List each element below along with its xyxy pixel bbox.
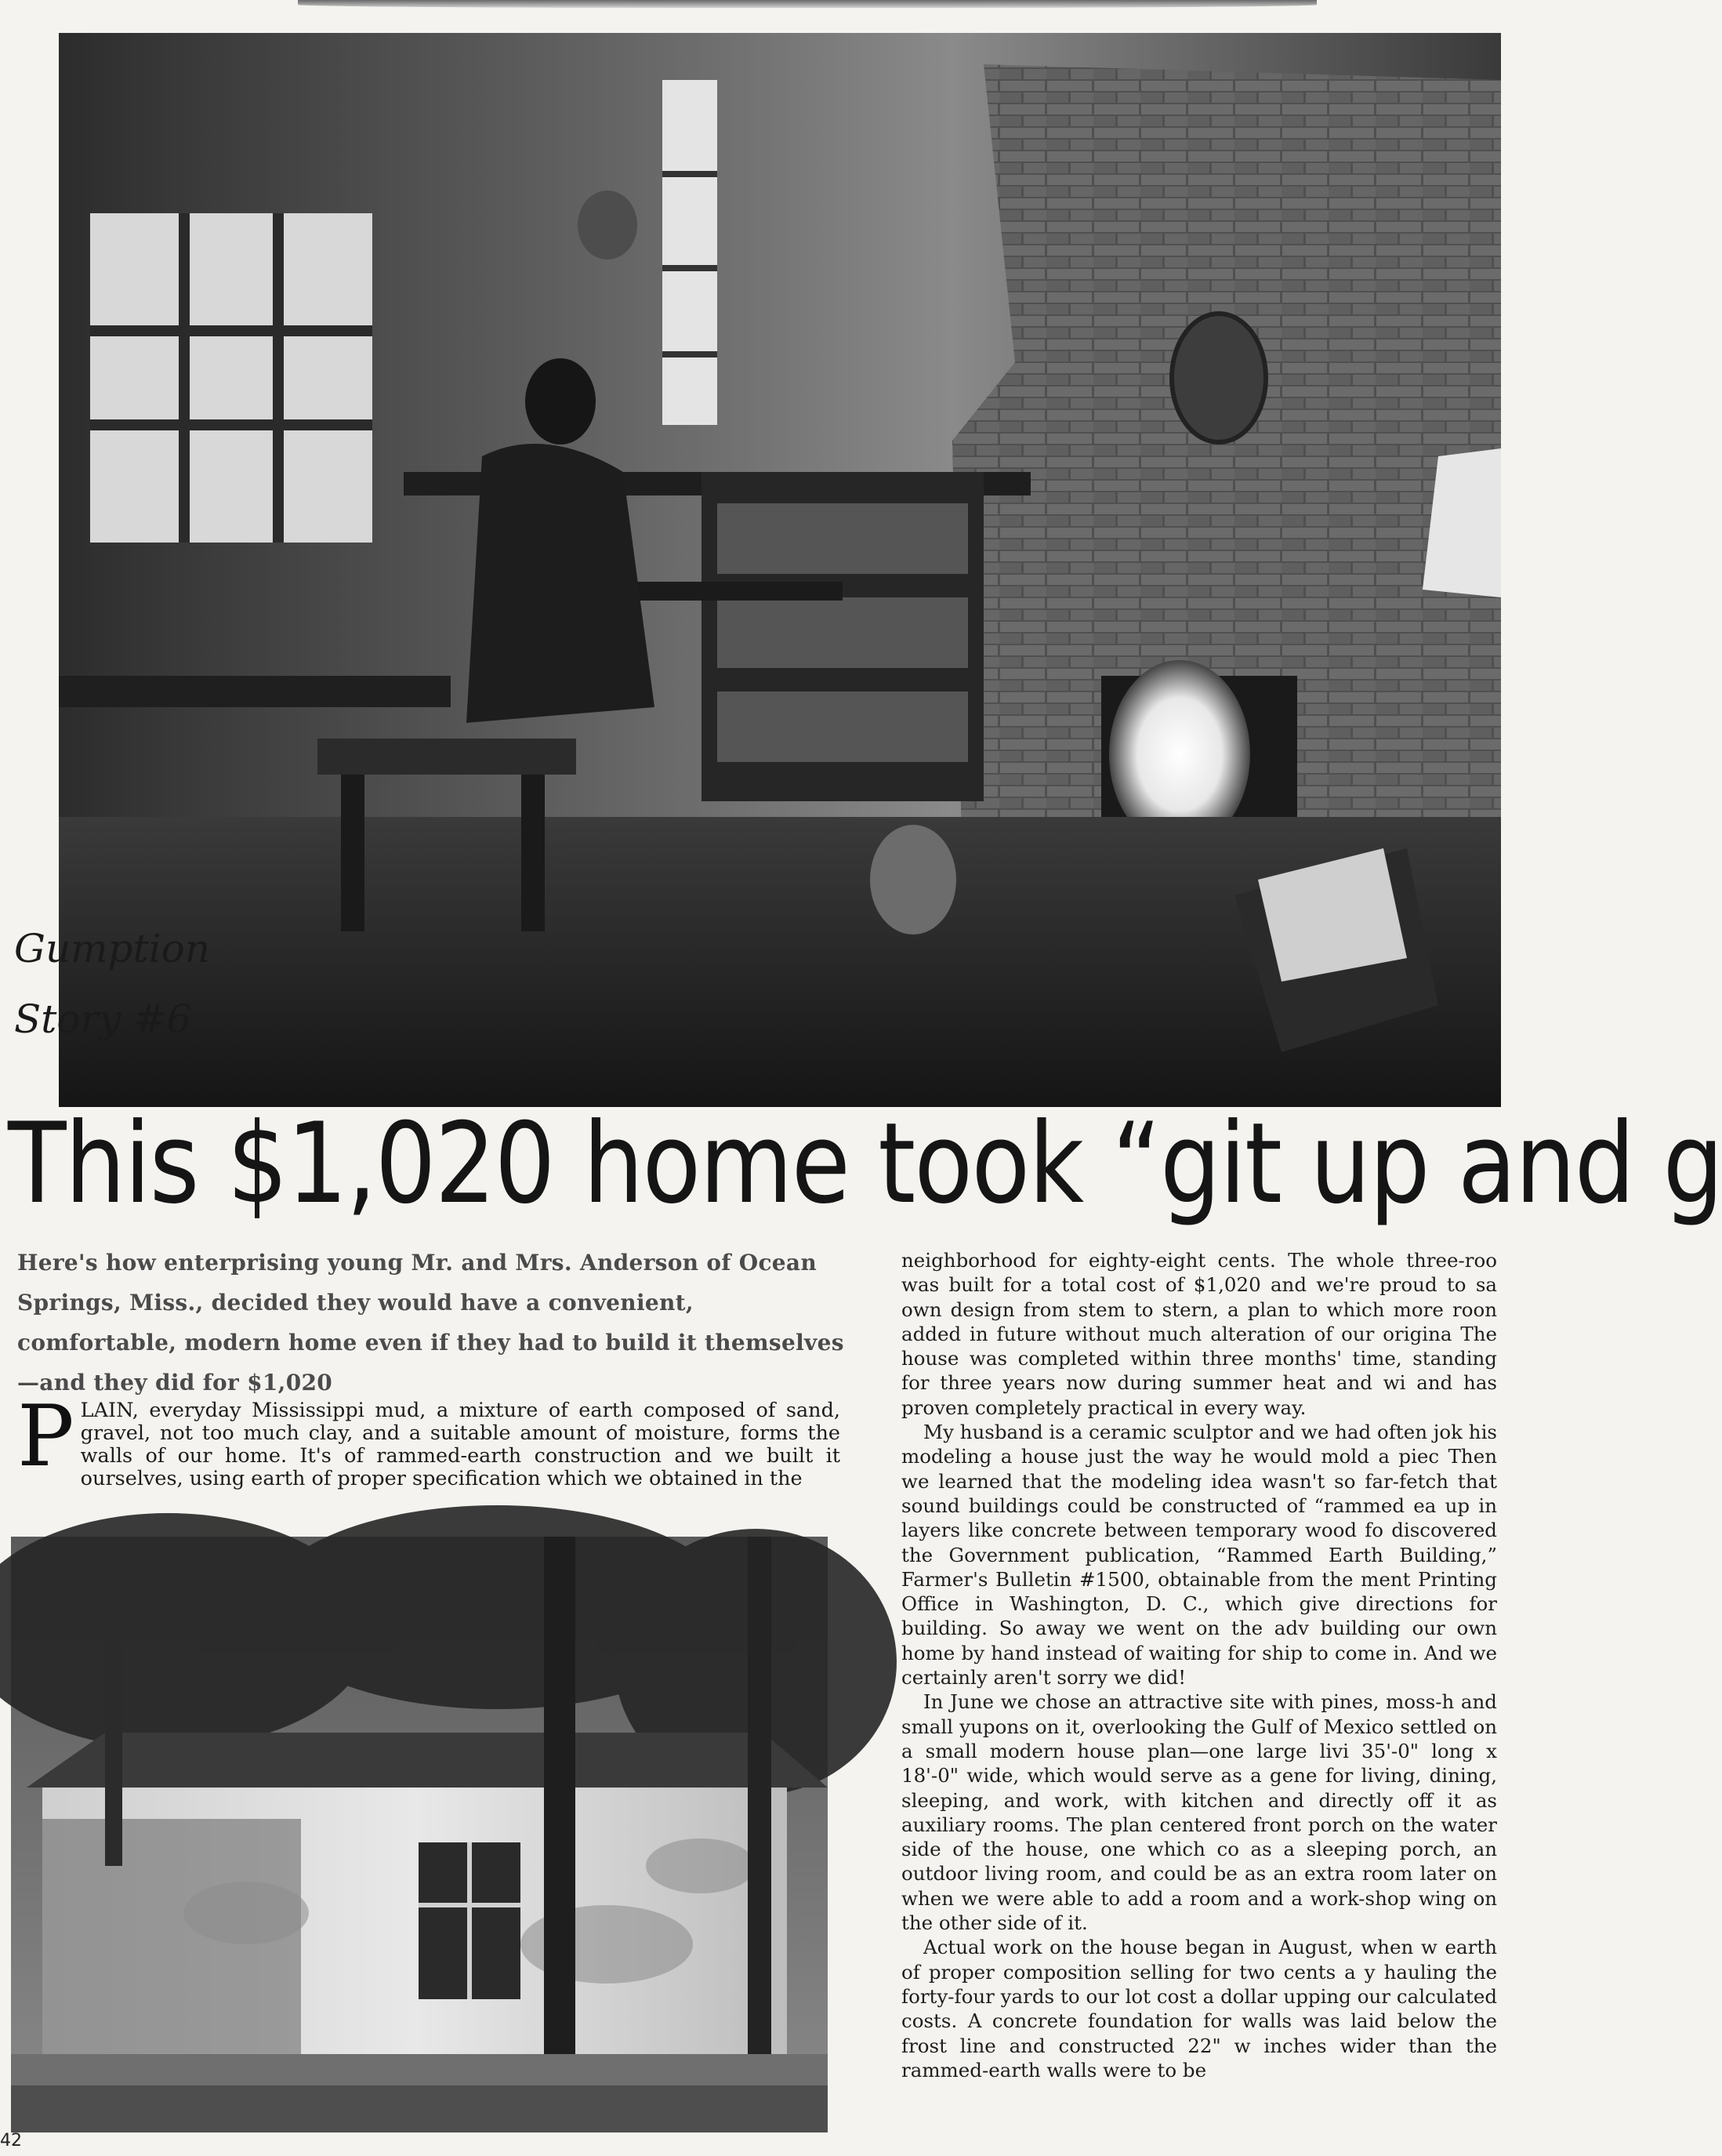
- drop-cap: P: [17, 1388, 74, 1486]
- top-edge-rule: [298, 0, 1317, 8]
- lead-paragraph-text: LAIN, everyday Mississippi mud, a mixture of earth composed of sand, gravel, not too much clay, and a suitable amount of moisture, forms the walls of our home. It's of rammed-earth construction and we built it ourselves, using earth of proper specification which we obtained in the: [80, 1399, 840, 1490]
- right-paragraph-4: Actual work on the house began in August, when w earth of proper composition selling for two cents a y hauling the forty-four yards to our lot cost a dollar upping our calculated costs. A concrete foundation for walls was laid below the frost line and constructed 22" w inches wider than the rammed-earth walls were to be: [901, 1936, 1497, 2082]
- deck-subheading: Here's how enterprising young Mr. and Mrs. Anderson of Ocean Springs, Miss., decided they would have a convenient, comfortable, modern home even if they had to build it themselves—and they did for $1,020: [17, 1250, 844, 1396]
- house-exterior-photo: [11, 1537, 828, 2132]
- right-paragraph-1: neighborhood for eighty-eight cents. The whole three-roo was built for a total cost of $1,020 and we're proud to sa own design from stem to stern, a plan to which more roon added in future without much alteration of our origina The house was completed within three months' time, standing for three years now during summer heat and wi and has proven completely practical in every way.: [901, 1249, 1497, 1419]
- kicker-line-1: Gumption: [14, 926, 210, 971]
- article-column-right: [901, 1248, 1497, 2150]
- series-kicker: [14, 913, 273, 1054]
- headline: This $1,020 home took “git up and g: [8, 1099, 1722, 1229]
- interior-photo: [59, 33, 1501, 1107]
- page-number: 42: [0, 2131, 22, 2151]
- right-paragraph-2: My husband is a ceramic sculptor and we had often jok his modeling a house just the way he would mold a piec Then we learned that the modeling idea wasn't so far-fetch that sound buildings could be constructed of “rammed ea up in layers like concrete between temporary wood fo discovered the Government publication, “Rammed Earth Building,” Farmer's Bulletin #1500, obtainable from the ment Printing Office in Washington, D. C., which give directions for building. So away we went on the adv building our own home by hand instead of waiting for ship to come in. And we certainly aren't sorry we did!: [901, 1421, 1497, 1690]
- lead-paragraph: [17, 1388, 840, 1490]
- kicker-line-2: Story #6: [14, 996, 192, 1042]
- right-paragraph-3: In June we chose an attractive site with pines, moss-h and small yupons on it, overlooking the Gulf of Mexico settled on a small modern house plan—one large livi 35'-0" long x 18'-0" wide, which would serve as a gene for living, dining, sleeping, and work, with kitchen and directly off it as auxiliary rooms. The plan centered front porch on the water side of the house, one which co as a sleeping porch, an outdoor living room, and could be as an extra room later on when we were able to add a room and a work-shop wing on the other side of it.: [901, 1690, 1497, 1935]
